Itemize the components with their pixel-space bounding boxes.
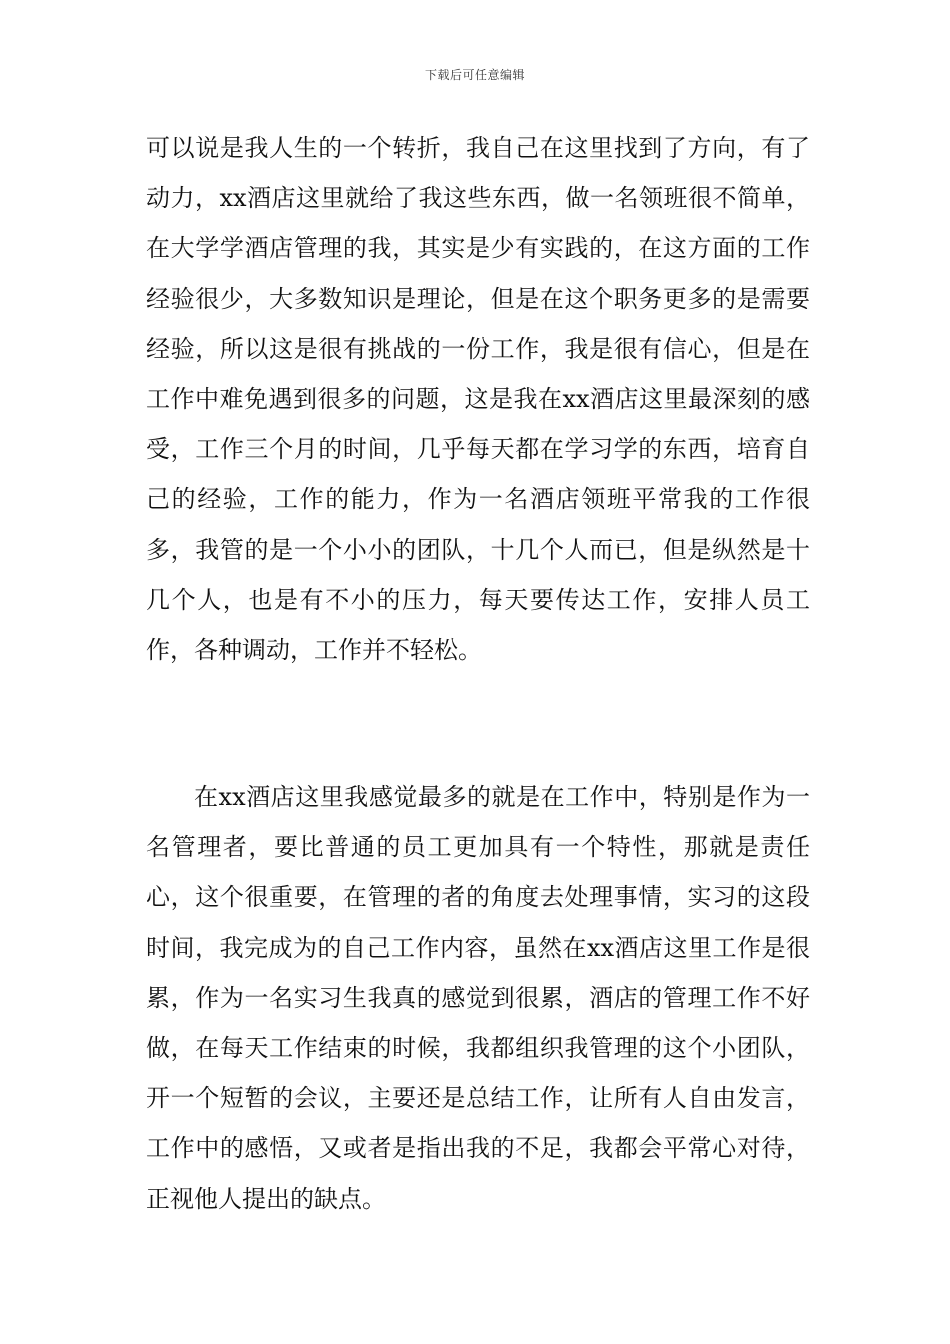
body-paragraph-1: 可以说是我人生的一个转折，我自己在这里找到了方向，有了动力，xx酒店这里就给了我这些东西，做一名领班很不简单，在大学学酒店管理的我，其实是少有实践的，在这方面的工作经验很少，大多数知识是理论，但是在这个职务更多的是需要经验，所以这是很有挑战的一份工作，我是很有信心，但是在工作中难免遇到很多的问题，这是我在xx酒店这里最深刻的感受，工作三个月的时间，几乎每天都在学习学的东西，培育自己的经验，工作的能力，作为一名酒店领班平常我的工作很多，我管的是一个小小的团队，十几个人而已，但是纵然是十几个人，也是有不小的压力，每天要传达工作，安排人员工作，各种调动，工作并不轻松。 — [146, 134, 810, 665]
header-note: 下载后可任意编辑 — [424, 68, 525, 82]
body-paragraph-2: 在xx酒店这里我感觉最多的就是在工作中，特别是作为一名管理者，要比普通的员工更加具有一个特性，那就是责任心，这个很重要，在管理的者的角度去处理事情，实习的这段时间，我完成为的自己工作内容，虽然在xx酒店这里工作是很累，作为一名实习生我真的感觉到很累，酒店的管理工作不好做，在每天工作结束的时候，我都组织我管理的这个小团队，开一个短暂的会议，主要还是总结工作，让所有人自由发言，工作中的感悟，又或者是指出我的不足，我都会平常心对待，正视他人提出的缺点。 — [146, 783, 810, 1213]
